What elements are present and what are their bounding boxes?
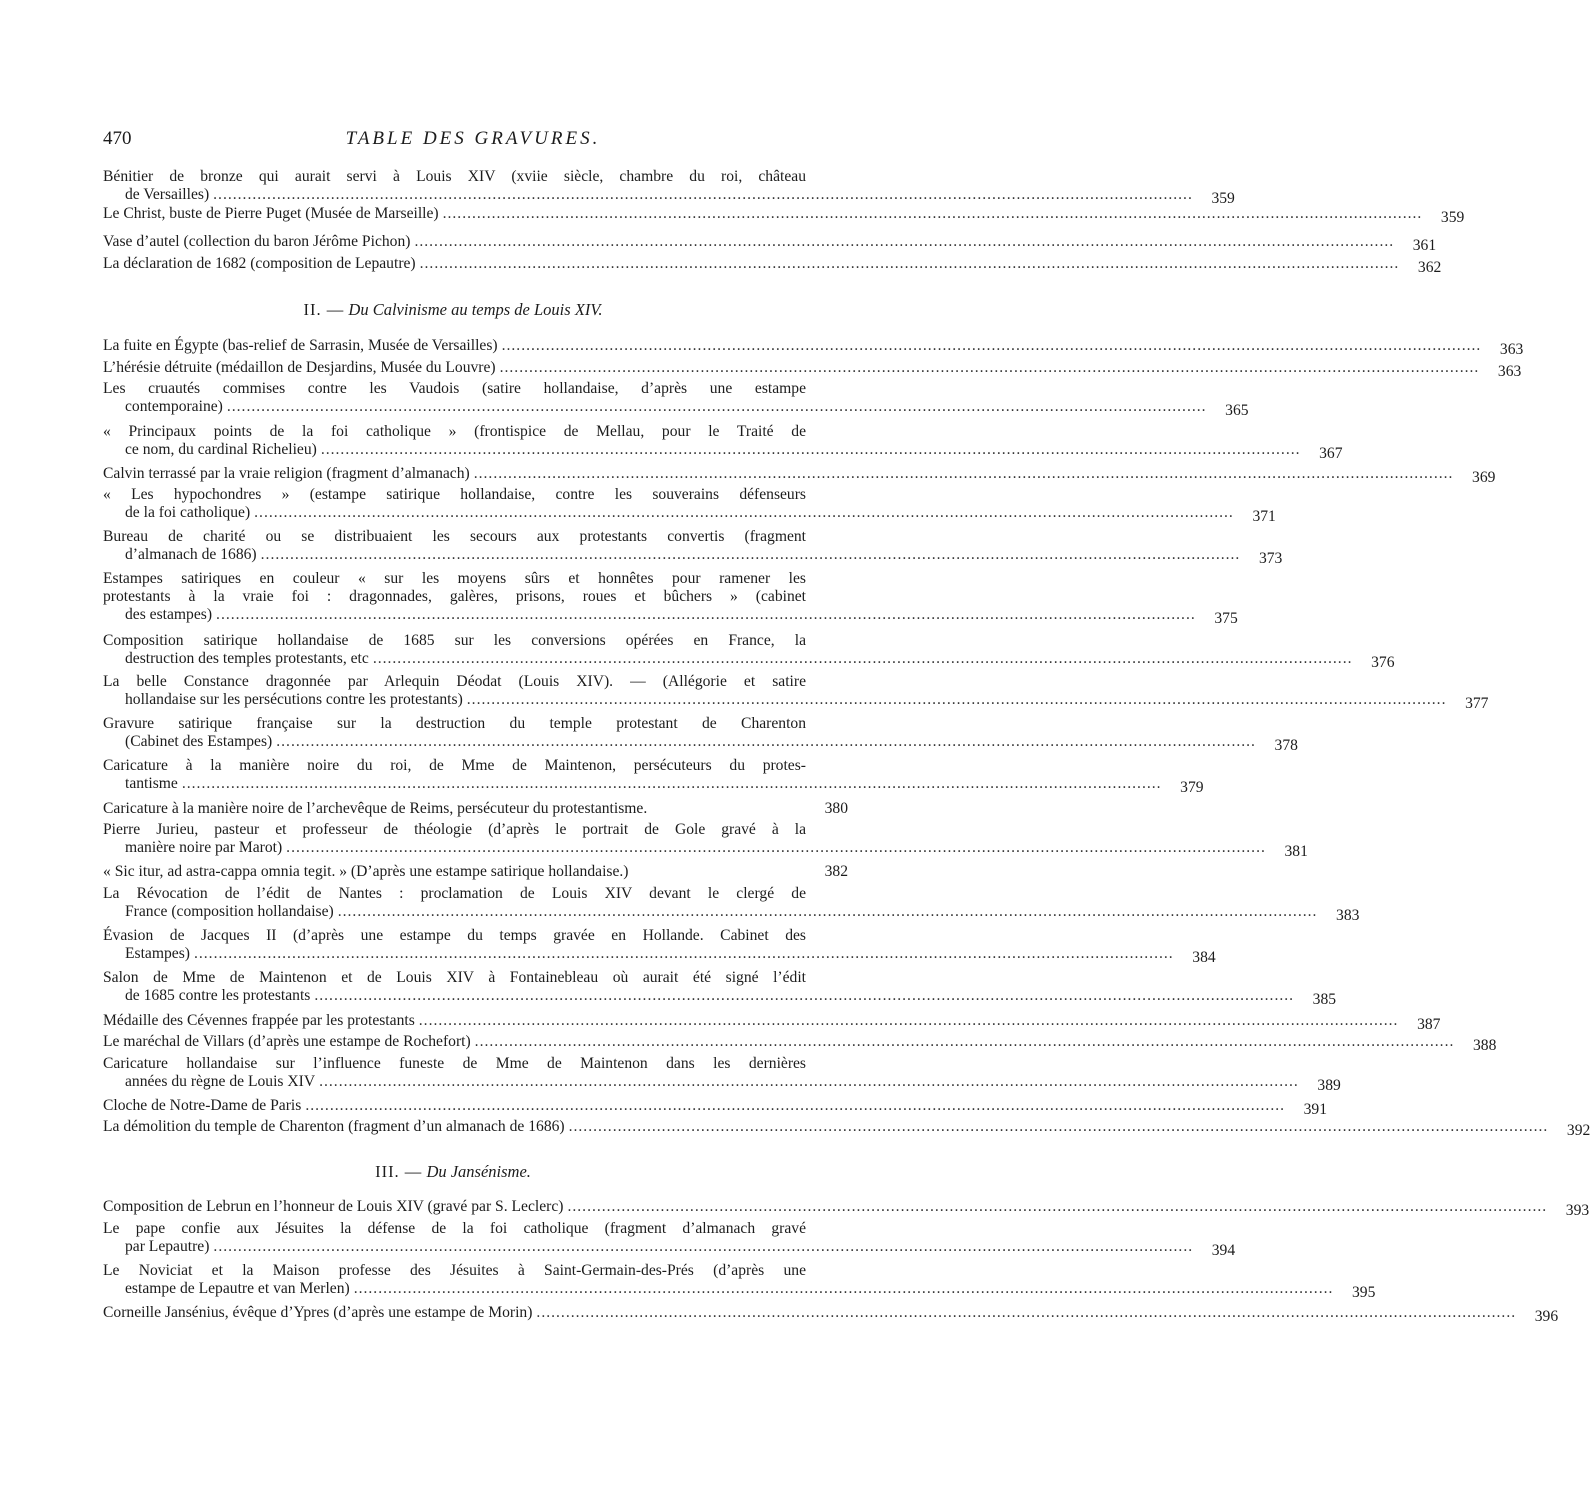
dot-leader: ........................................................................................................................................................................................................ (314, 987, 1295, 1004)
entry-page-number: 393 (1565, 1202, 1590, 1219)
section-number: II. — (303, 300, 345, 319)
entry-text-line: Bénitier de bronze qui aurait servi à Louis XIV (xviie siècle, chambre du roi, château (103, 168, 806, 185)
toc-entry (103, 673, 1489, 712)
toc-entry (103, 885, 1360, 924)
entry-page-number: 379 (1180, 779, 1204, 796)
entry-page-number: 363 (1497, 363, 1522, 380)
section-heading (103, 1162, 803, 1182)
entry-final-line (103, 1280, 1376, 1301)
entry-text-line: Les cruautés commises contre les Vaudois (satire hollandaise, d’après une estampe (103, 380, 806, 397)
dot-leader: ........................................................................................................................................................................................................ (418, 1012, 1399, 1029)
entry-text-line: Évasion de Jacques II (d’après une estampe du temps gravée en Hollande. Cabinet des (103, 927, 806, 944)
entry-final-line (103, 1238, 1236, 1259)
toc-entry (103, 528, 1283, 567)
entry-page-number: 395 (1352, 1284, 1376, 1301)
dot-leader: ........................................................................................................................................................................................................ (567, 1198, 1548, 1215)
section-title: Du Calvinisme au temps de Louis XIV. (348, 300, 603, 319)
entry-text: Vase d’autel (collection du baron Jérôme Pichon) (103, 233, 411, 250)
entry-text: Le maréchal de Villars (d’après une estampe de Rochefort) (103, 1033, 471, 1050)
toc-entry (103, 1097, 1328, 1118)
entry-text: destruction des temples protestants, etc (125, 650, 369, 667)
entry-page-number: 359 (1211, 190, 1235, 207)
entry-text: Le Christ, buste de Pierre Puget (Musée de Marseille) (103, 205, 439, 222)
entry-text: « Sic itur, ad astra-cappa omnia tegit. » (D’après une estampe satirique hollandaise.) (103, 863, 629, 880)
toc-entry (103, 233, 1437, 254)
entry-final-line (103, 398, 1249, 419)
toc-entry (103, 1262, 1376, 1301)
toc-entry (103, 359, 1522, 380)
entry-page-number: 396 (1534, 1308, 1559, 1325)
entry-final-line (103, 233, 1437, 254)
entry-text-line: Composition satirique hollandaise de 1685 sur les conversions opérées en France, la (103, 632, 806, 649)
entry-text: de Versailles) (125, 186, 210, 203)
entry-text-line: Estampes satiriques en couleur « sur les moyens sûrs et honnêtes pour ramener les (103, 570, 806, 587)
entry-page-number: 361 (1412, 237, 1437, 254)
dot-leader: ........................................................................................................................................................................................................ (337, 903, 1318, 920)
entry-final-line (103, 903, 1360, 924)
toc-entry (103, 337, 1524, 358)
toc-entry (103, 380, 1249, 419)
entry-page-number: 383 (1336, 907, 1360, 924)
toc-entry (103, 205, 1465, 226)
entry-text: Médaille des Cévennes frappée par les protestants (103, 1012, 415, 1029)
entry-text: France (composition hollandaise) (125, 903, 334, 920)
toc-entry (103, 570, 1238, 627)
page-number: 470 (103, 128, 132, 149)
entry-page-number: 359 (1440, 209, 1465, 226)
dot-leader: ........................................................................................................................................................................................................ (305, 1097, 1286, 1114)
dot-leader: ........................................................................................................................................................................................................ (419, 255, 1400, 272)
entry-page-number: 373 (1258, 550, 1283, 567)
entry-text: contemporaine) (125, 398, 223, 415)
entry-text: estampe de Lepautre et van Merlen) (125, 1280, 350, 1297)
entry-text-line: Le pape confie aux Jésuites la défense de la foi catholique (fragment d’almanach gravé (103, 1220, 806, 1237)
dot-leader: ........................................................................................................................................................................................................ (442, 205, 1423, 222)
entry-text-line: protestants à la vraie foi : dragonnades, galères, prisons, roues et bûchers » (cabinet (103, 588, 806, 605)
entry-text-line: Caricature hollandaise sur l’influence funeste de Mme de Maintenon dans les dernières (103, 1055, 806, 1072)
dot-leader: ........................................................................................................................................................................................................ (536, 1304, 1517, 1321)
toc-entry (103, 800, 848, 818)
entry-text: La fuite en Égypte (bas-relief de Sarrasin, Musée de Versailles) (103, 337, 498, 354)
dot-leader: ........................................................................................................................................................................................................ (213, 1238, 1194, 1255)
entry-page-number: 382 (824, 863, 848, 880)
dot-leader: ........................................................................................................................................................................................................ (213, 186, 1193, 203)
toc-entry (103, 969, 1337, 1008)
entry-text-line: « Les hypochondres » (estampe satirique hollandaise, contre les souverains défenseurs (103, 486, 806, 503)
entry-page-number: 375 (1214, 610, 1238, 627)
entry-page-number: 363 (1499, 341, 1524, 358)
dot-leader: ........................................................................................................................................................................................................ (254, 504, 1234, 521)
entry-text: L’hérésie détruite (médaillon de Desjardins, Musée du Louvre) (103, 359, 496, 376)
entry-final-line (103, 359, 1522, 380)
toc-entry (103, 1012, 1441, 1033)
entry-final-line (103, 1012, 1441, 1033)
dot-leader: ........................................................................................................................................................................................................ (568, 1118, 1549, 1135)
entry-final-line (103, 186, 1235, 207)
entry-final-line (103, 1073, 1341, 1094)
entry-text: La démolition du temple de Charenton (fragment d’un almanach de 1686) (103, 1118, 565, 1135)
dot-leader: ........................................................................................................................................................................................................ (501, 337, 1482, 354)
entry-text: tantisme (125, 775, 178, 792)
section-title: Du Jansénisme. (426, 1162, 531, 1181)
entry-final-line (103, 987, 1337, 1008)
toc-entry (103, 1033, 1497, 1054)
entry-text: de 1685 contre les protestants (125, 987, 311, 1004)
entry-final-line (103, 546, 1283, 567)
entry-final-line (103, 775, 1204, 796)
dot-leader: ........................................................................................................................................................................................................ (473, 465, 1454, 482)
entry-page-number: 387 (1417, 1016, 1441, 1033)
toc-entry (103, 168, 1235, 207)
entry-final-line (103, 606, 1238, 627)
entry-final-line (103, 465, 1496, 486)
entry-final-line (103, 1198, 1590, 1219)
entry-final-line (103, 733, 1298, 754)
entry-page-number: 388 (1472, 1037, 1497, 1054)
toc-entry (103, 757, 1204, 796)
entry-page-number: 380 (824, 800, 848, 817)
entry-text: Composition de Lebrun en l’honneur de Louis XIV (gravé par S. Leclerc) (103, 1198, 564, 1215)
toc-entry (103, 1055, 1341, 1094)
entry-page-number: 367 (1319, 445, 1343, 462)
dot-leader: ........................................................................................................................................................................................................ (193, 945, 1174, 962)
entry-text: Caricature à la manière noire de l’archevêque de Reims, persécuteur du protestantisme. (103, 800, 648, 817)
entry-text: par Lepautre) (125, 1238, 210, 1255)
entry-text: Calvin terrassé par la vraie religion (fragment d’almanach) (103, 465, 470, 482)
entry-text: ce nom, du cardinal Richelieu) (125, 441, 317, 458)
entry-text: des estampes) (125, 606, 213, 623)
toc-entry (103, 1304, 1559, 1325)
dot-leader: ........................................................................................................................................................................................................ (260, 546, 1241, 563)
entry-final-line (103, 1033, 1497, 1054)
entry-text: Corneille Jansénius, évêque d’Ypres (d’après une estampe de Morin) (103, 1304, 533, 1321)
entry-text: Estampes) (125, 945, 190, 962)
entry-text-line: Bureau de charité ou se distribuaient les secours aux protestants convertis (fragment (103, 528, 806, 545)
entry-page-number: 381 (1284, 843, 1308, 860)
entry-final-line (103, 863, 848, 881)
entry-text-line: La Révocation de l’édit de Nantes : proclamation de Louis XIV devant le clergé de (103, 885, 806, 902)
dot-leader: ........................................................................................................................................................................................................ (320, 441, 1301, 458)
dot-leader: ........................................................................................................................................................................................................ (286, 839, 1266, 856)
entry-text-line: Le Noviciat et la Maison professe des Jésuites à Saint-Germain-des-Prés (d’après une (103, 1262, 806, 1279)
dot-leader: ........................................................................................................................................................................................................ (353, 1280, 1334, 1297)
dot-leader: ........................................................................................................................................................................................................ (181, 775, 1162, 792)
entry-final-line (103, 205, 1465, 226)
entry-page-number: 378 (1274, 737, 1298, 754)
toc-entry (103, 927, 1216, 966)
entry-text-line: « Principaux points de la foi catholique » (frontispice de Mellau, pour le Traité de (103, 423, 806, 440)
entry-page-number: 362 (1417, 259, 1442, 276)
entry-text: années du règne de Louis XIV (125, 1073, 316, 1090)
entry-final-line (103, 945, 1216, 966)
toc-entry (103, 255, 1442, 276)
toc-entry (103, 486, 1276, 525)
dot-leader: ........................................................................................................................................................................................................ (372, 650, 1353, 667)
entry-text: hollandaise sur les persécutions contre les protestants) (125, 691, 463, 708)
dot-leader: ........................................................................................................................................................................................................ (414, 233, 1395, 250)
toc-entry (103, 423, 1343, 462)
section-number: III. — (375, 1162, 423, 1181)
toc-entry (103, 1198, 1590, 1219)
entry-page-number: 392 (1566, 1122, 1590, 1139)
toc-entry (103, 863, 848, 881)
toc-entry (103, 821, 1308, 860)
entry-page-number: 385 (1312, 991, 1337, 1008)
entry-page-number: 365 (1225, 402, 1249, 419)
entry-text-line: Salon de Mme de Maintenon et de Louis XIV à Fontainebleau où aurait été signé l’édit (103, 969, 806, 986)
entry-final-line (103, 839, 1308, 860)
entry-page-number: 391 (1303, 1101, 1328, 1118)
dot-leader: ........................................................................................................................................................................................................ (466, 691, 1447, 708)
toc-entry (103, 465, 1496, 486)
running-title: TABLE DES GRAVURES. (345, 128, 601, 149)
entry-text: (Cabinet des Estampes) (125, 733, 273, 750)
running-head (103, 128, 803, 152)
entry-page-number: 394 (1211, 1242, 1236, 1259)
entry-page-number: 376 (1371, 654, 1395, 671)
entry-final-line (103, 800, 848, 818)
dot-leader: ........................................................................................................................................................................................................ (499, 359, 1480, 376)
entry-text-line: Gravure satirique française sur la destruction du temple protestant de Charenton (103, 715, 806, 732)
entry-page-number: 389 (1317, 1077, 1341, 1094)
entry-page-number: 384 (1192, 949, 1216, 966)
entry-text: de la foi catholique) (125, 504, 251, 521)
entry-page-number: 369 (1472, 469, 1496, 486)
entry-text-line: Caricature à la manière noire du roi, de Mme de Maintenon, persécuteurs du protes- (103, 757, 806, 774)
entry-text: d’almanach de 1686) (125, 546, 257, 563)
entry-final-line (103, 1304, 1559, 1325)
entry-page-number: 377 (1465, 695, 1489, 712)
entry-final-line (103, 337, 1524, 358)
entry-text: manière noire par Marot) (125, 839, 283, 856)
entry-final-line (103, 255, 1442, 276)
entry-text-line: Pierre Jurieu, pasteur et professeur de théologie (d’après le portrait de Gole gravé à la (103, 821, 806, 838)
entry-text: La déclaration de 1682 (composition de Lepautre) (103, 255, 416, 272)
dot-leader: ........................................................................................................................................................................................................ (226, 398, 1207, 415)
entry-final-line (103, 650, 1395, 671)
entry-final-line (103, 441, 1343, 462)
dot-leader: ........................................................................................................................................................................................................ (216, 606, 1196, 623)
entry-final-line (103, 691, 1489, 712)
toc-entry (103, 715, 1298, 754)
entry-final-line (103, 1118, 1590, 1139)
entry-text-line: La belle Constance dragonnée par Arlequin Déodat (Louis XIV). — (Allégorie et satire (103, 673, 806, 690)
entry-final-line (103, 1097, 1328, 1118)
entry-page-number: 371 (1252, 508, 1276, 525)
toc-entry (103, 632, 1395, 671)
section-heading (103, 300, 803, 320)
toc-entry (103, 1118, 1590, 1139)
entry-text: Cloche de Notre-Dame de Paris (103, 1097, 302, 1114)
dot-leader: ........................................................................................................................................................................................................ (276, 733, 1256, 750)
dot-leader: ........................................................................................................................................................................................................ (474, 1033, 1455, 1050)
toc-entry (103, 1220, 1236, 1259)
dot-leader: ........................................................................................................................................................................................................ (319, 1073, 1299, 1090)
entry-final-line (103, 504, 1276, 525)
